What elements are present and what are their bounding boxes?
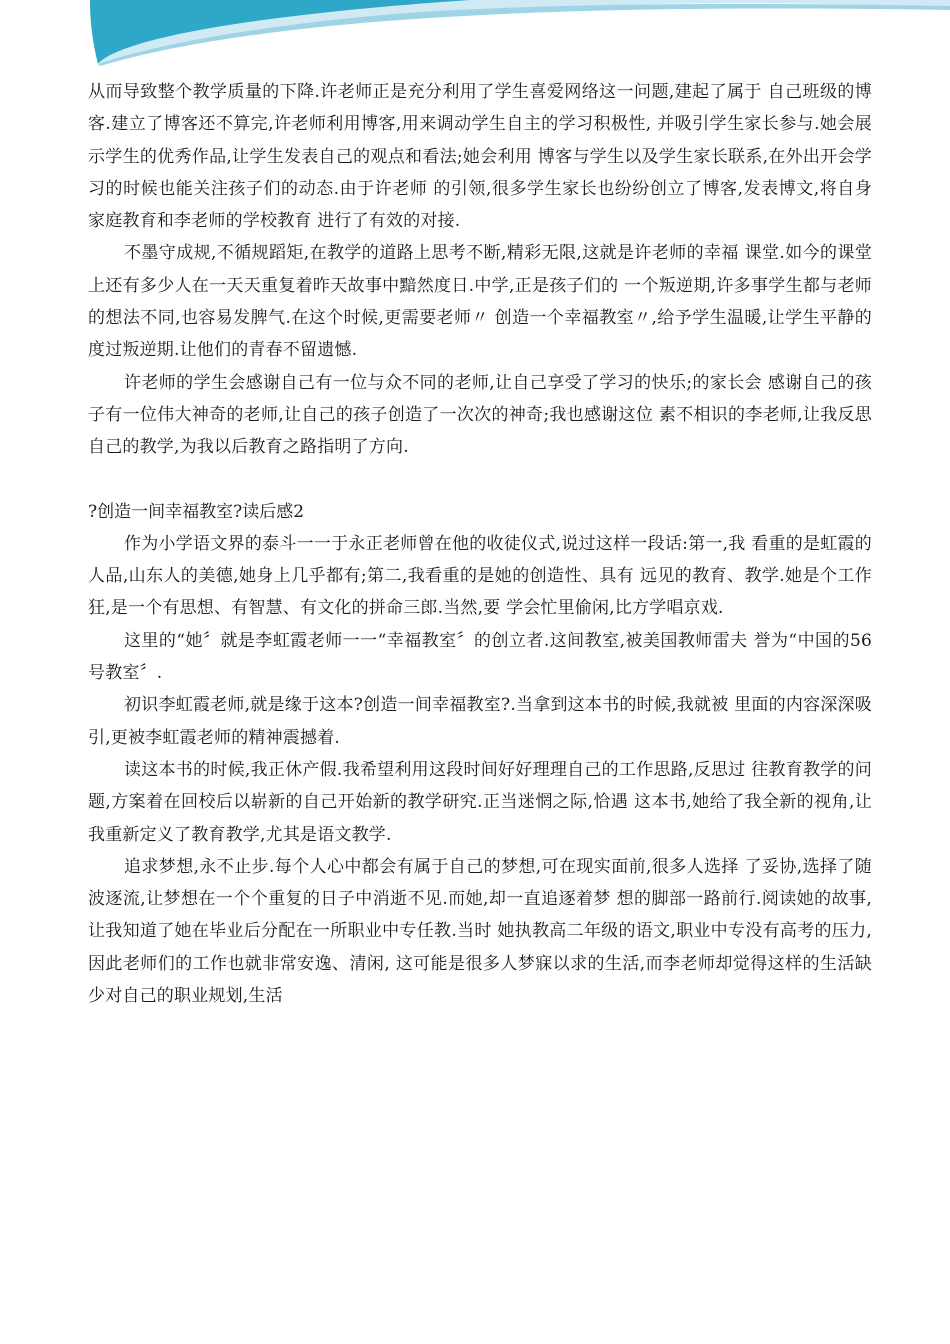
section-title: ?创造一间幸福教室?读后感2 (88, 501, 305, 522)
paragraph-first-acquaintance: 初识李虹霞老师,就是缘于这本?创造一间幸福教室?.当拿到这本书的时候,我就被 里面的内容深深吸引,更被李虹霞老师的精神震撼着. (88, 695, 872, 748)
paragraph-gratitude: 许老师的学生会感谢自己有一位与众不同的老师,让自己享受了学习的快乐;的家长会 感谢自己的孩子有一位伟大神奇的老师,让自己的孩子创造了一次次的神奇;我也感谢这位 素不相识的李老师,让我反思自己的教学,为我以后教育之路指明了方向. (88, 372, 872, 458)
paragraph-blog-continuation: 从而导致整个教学质量的下降.许老师正是充分利用了学生喜爱网络这一问题,建起了属于 自己班级的博客.建立了博客还不算完,许老师利用博客,用来调动学生自主的学习积极性, 并吸引学生家长参与.她会展示学生的优秀作品,让学生发表自己的观点和看法;她会利用 博客与学生以及学生家长联系,在外出开会学习的时候也能关注孩子们的动态.由于许老师 的引领,很多学生家长也纷纷创立了博客,发表博文,将自身家庭教育和李老师的学校教育 进行了有效的对接. (88, 82, 872, 232)
paragraph-pursue-dreams: 追求梦想,永不止步.每个人心中都会有属于自己的梦想,可在现实面前,很多人选择 了妥协,选择了随波逐流,让梦想在一个个重复的日子中消逝不见.而她,却一直追逐着梦 想的脚部一路前行.阅读她的故事,让我知道了她在毕业后分配在一所职业中专任教.当时 她执教高二年级的语文,职业中专没有高考的压力,因此老师们的工作也就非常安逸、清闲, 这可能是很多人梦寐以求的生活,而李老师却觉得这样的生活缺少对自己的职业规划,生活 (88, 856, 872, 1007)
header-wave-decoration (0, 0, 950, 75)
paragraph-reading-during-leave: 读这本书的时候,我正休产假.我希望利用这段时间好好理理自己的工作思路,反思过 往教育教学的问题,方案着在回校后以崭新的自己开始新的教学研究.正当迷惘之际,恰遇 这本书,她给了我全新的视角,让我重新定义了教育教学,尤其是语文教学. (88, 759, 872, 845)
paragraph-happy-classroom: 不墨守成规,不循规蹈矩,在教学的道路上思考不断,精彩无限,这就是许老师的幸福 课堂.如今的课堂上还有多少人在一天天重复着昨天故事中黯然度日.中学,正是孩子们的 一个叛逆期,许多事学生都与老师的想法不同,也容易发脾气.在这个时候,更需要老师〃 创造一个幸福教室〃,给予学生温暖,让学生平静的度过叛逆期.让他们的青春不留遗憾. (88, 243, 872, 361)
paragraph-she-is-li: 这里的“她〞就是李虹霞老师一一“幸福教室〞的创立者.这间教室,被美国教师雷夫 誉为“中国的56号教室〞. (88, 630, 872, 684)
document-body (88, 76, 872, 1012)
paragraph-yu-yongzheng: 作为小学语文界的泰斗一一于永正老师曾在他的收徒仪式,说过这样一段话:第一,我 看重的是虹霞的人品,山东人的美德,她身上几乎都有;第二,我看重的是她的创造性、具有 远见的教育、教学.她是个工作狂,是一个有思想、有智慧、有文化的拼命三郎.当然,要 学会忙里偷闲,比方学唱京戏. (88, 533, 872, 619)
